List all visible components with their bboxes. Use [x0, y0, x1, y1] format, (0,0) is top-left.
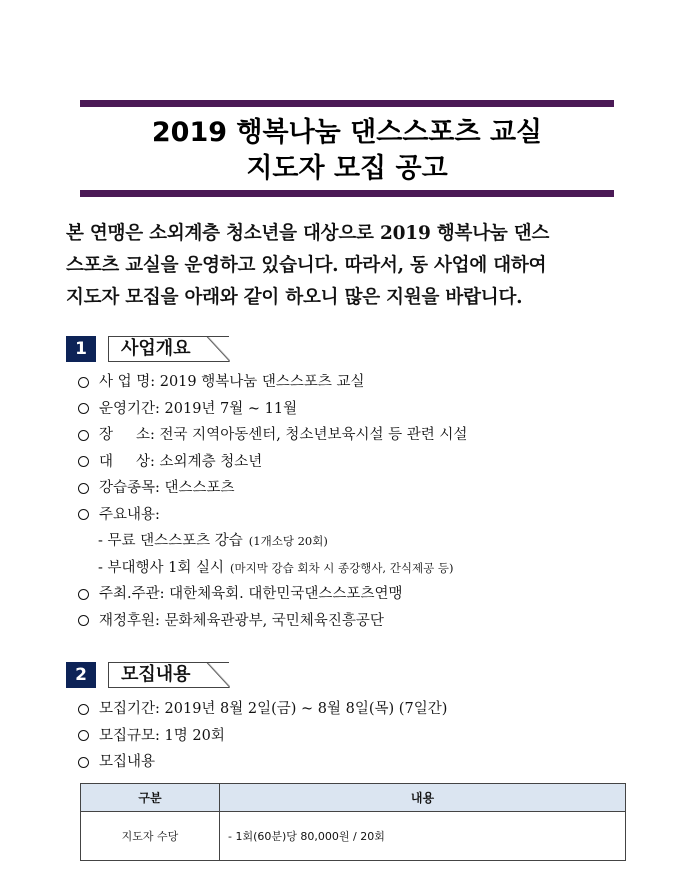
list-item: 강습종목: 댄스스포츠	[78, 475, 467, 502]
circle-bullet-icon	[78, 704, 89, 715]
circle-bullet-icon	[78, 377, 89, 388]
list-item: 대 상: 소외계층 청소년	[78, 449, 467, 476]
section-1-list	[78, 369, 467, 634]
table-header-content: 내용	[220, 784, 626, 812]
recruitment-table	[80, 783, 626, 861]
circle-bullet-icon	[78, 509, 89, 520]
section-1-title: 사업개요	[108, 336, 229, 362]
top-divider-bar	[80, 100, 614, 107]
table-header-category: 구분	[81, 784, 220, 812]
table-header-row	[81, 784, 626, 812]
circle-bullet-icon	[78, 757, 89, 768]
section-1-number: 1	[66, 336, 96, 362]
list-item: 모집규모: 1명 20회	[78, 723, 447, 750]
list-item: 재정후원: 문화체육관광부, 국민체육진흥공단	[78, 608, 467, 635]
page-title-line1: 2019 행복나눔 댄스스포츠 교실	[151, 117, 543, 148]
sub-list-item: - 부대행사 1회 실시 (마지막 강습 회차 시 종강행사, 간식제공 등)	[98, 559, 454, 576]
intro-paragraph	[66, 218, 636, 314]
list-item: 주최.주관: 대한체육회. 대한민국댄스스포츠연맹	[78, 581, 467, 608]
circle-bullet-icon	[78, 456, 89, 467]
page-title-line2: 지도자 모집 공고	[246, 153, 448, 184]
list-item: 모집내용	[78, 749, 447, 776]
section-1-header	[66, 336, 229, 362]
section-2-number: 2	[66, 662, 96, 688]
section-2-header	[66, 662, 229, 688]
circle-bullet-icon	[78, 403, 89, 414]
circle-bullet-icon	[78, 430, 89, 441]
list-item: 주요내용:	[78, 502, 467, 529]
list-item: 운영기간: 2019년 7월 ~ 11월	[78, 396, 467, 423]
list-item: 장 소: 전국 지역아동센터, 청소년보육시설 등 관련 시설	[78, 422, 467, 449]
circle-bullet-icon	[78, 730, 89, 741]
circle-bullet-icon	[78, 615, 89, 626]
circle-bullet-icon	[78, 483, 89, 494]
table-cell-content: - 1회(60분)당 80,000원 / 20회	[220, 812, 626, 861]
intro-line-1: 본 연맹은 소외계층 청소년을 대상으로 2019 행복나눔 댄스	[66, 223, 550, 244]
bottom-divider-bar	[80, 190, 614, 197]
table-row	[81, 812, 626, 861]
section-2-title: 모집내용	[108, 662, 229, 688]
sub-list-item: - 무료 댄스스포츠 강습 (1개소당 20회)	[98, 533, 328, 549]
circle-bullet-icon	[78, 589, 89, 600]
table-cell-category: 지도자 수당	[81, 812, 220, 861]
intro-line-3: 지도자 모집을 아래와 같이 하오니 많은 지원을 바랍니다.	[66, 287, 523, 308]
list-item: 사 업 명: 2019 행복나눔 댄스스포츠 교실	[78, 369, 467, 396]
section-2-list	[78, 696, 447, 776]
intro-line-2: 스포츠 교실을 운영하고 있습니다. 따라서, 동 사업에 대하여	[66, 255, 547, 276]
list-item: 모집기간: 2019년 8월 2일(금) ~ 8월 8일(목) (7일간)	[78, 696, 447, 723]
